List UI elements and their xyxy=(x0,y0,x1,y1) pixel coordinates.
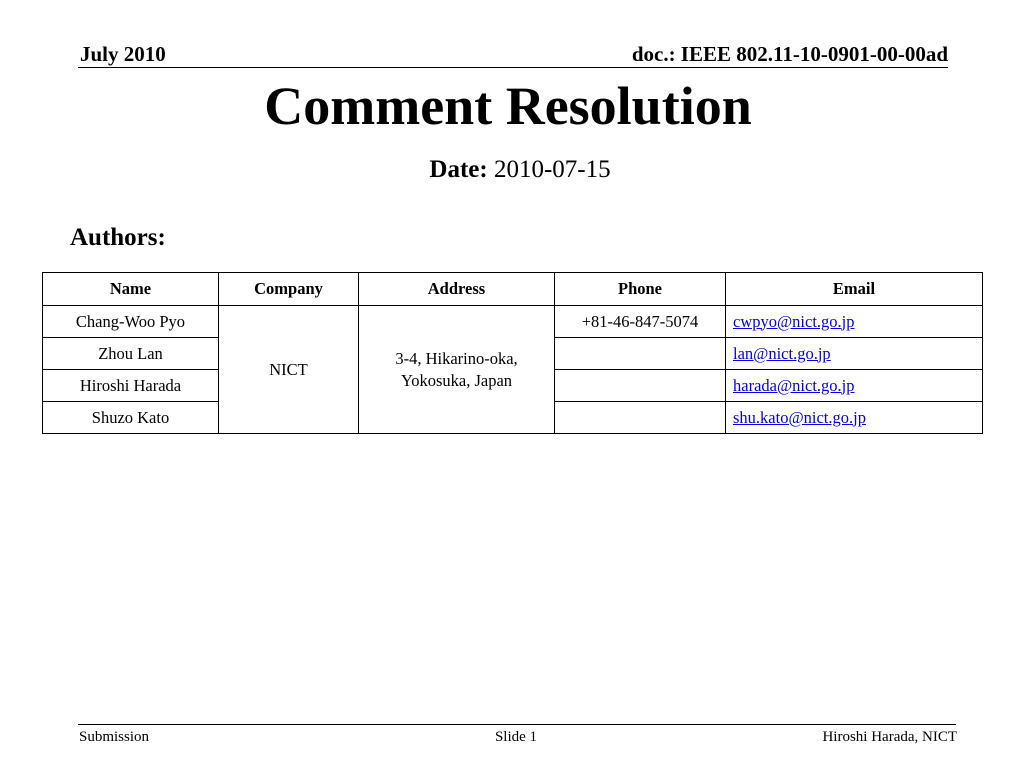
author-phone xyxy=(555,338,726,370)
author-name: Chang-Woo Pyo xyxy=(43,306,219,338)
header-company: Company xyxy=(219,273,359,306)
header-doc-id: doc.: IEEE 802.11-10-0901-00-00ad xyxy=(631,42,948,66)
author-email-link[interactable]: shu.kato@nict.go.jp xyxy=(733,407,866,427)
address-line-2: Yokosuka, Japan xyxy=(400,370,513,390)
author-email-cell xyxy=(726,370,983,402)
date-label: Date: xyxy=(429,156,488,183)
header-divider xyxy=(78,67,948,68)
author-email-cell xyxy=(726,306,983,338)
footer-submission: Submission xyxy=(79,729,150,745)
date-value: 2010-07-15 xyxy=(487,156,611,183)
address-cell xyxy=(359,306,555,434)
author-phone xyxy=(555,402,726,434)
header-date: July 2010 xyxy=(80,42,166,66)
author-email-link[interactable]: cwpyo@nict.go.jp xyxy=(733,311,855,331)
footer-author: Hiroshi Harada, NICT xyxy=(822,729,957,745)
authors-table xyxy=(42,272,983,434)
author-name: Shuzo Kato xyxy=(43,402,219,434)
authors-heading: Authors: xyxy=(70,224,166,251)
footer-slide-number: Slide 1 xyxy=(494,729,538,745)
header-email: Email xyxy=(726,273,983,306)
author-email-link[interactable]: harada@nict.go.jp xyxy=(733,375,855,395)
header-name: Name xyxy=(43,273,219,306)
author-name: Zhou Lan xyxy=(43,338,219,370)
slide-title: Comment Resolution xyxy=(264,76,752,136)
author-email-cell xyxy=(726,402,983,434)
header-address: Address xyxy=(359,273,555,306)
table-header-row xyxy=(43,273,983,306)
author-phone xyxy=(555,370,726,402)
date-line xyxy=(0,154,1024,186)
address-line-1: 3-4, Hikarino-oka, xyxy=(395,348,518,368)
table-row xyxy=(43,306,983,338)
company-cell: NICT xyxy=(219,306,359,434)
author-name: Hiroshi Harada xyxy=(43,370,219,402)
header-phone: Phone xyxy=(555,273,726,306)
footer-divider xyxy=(78,724,956,725)
author-email-link[interactable]: lan@nict.go.jp xyxy=(733,343,831,363)
author-phone: +81-46-847-5074 xyxy=(555,306,726,338)
author-email-cell xyxy=(726,338,983,370)
